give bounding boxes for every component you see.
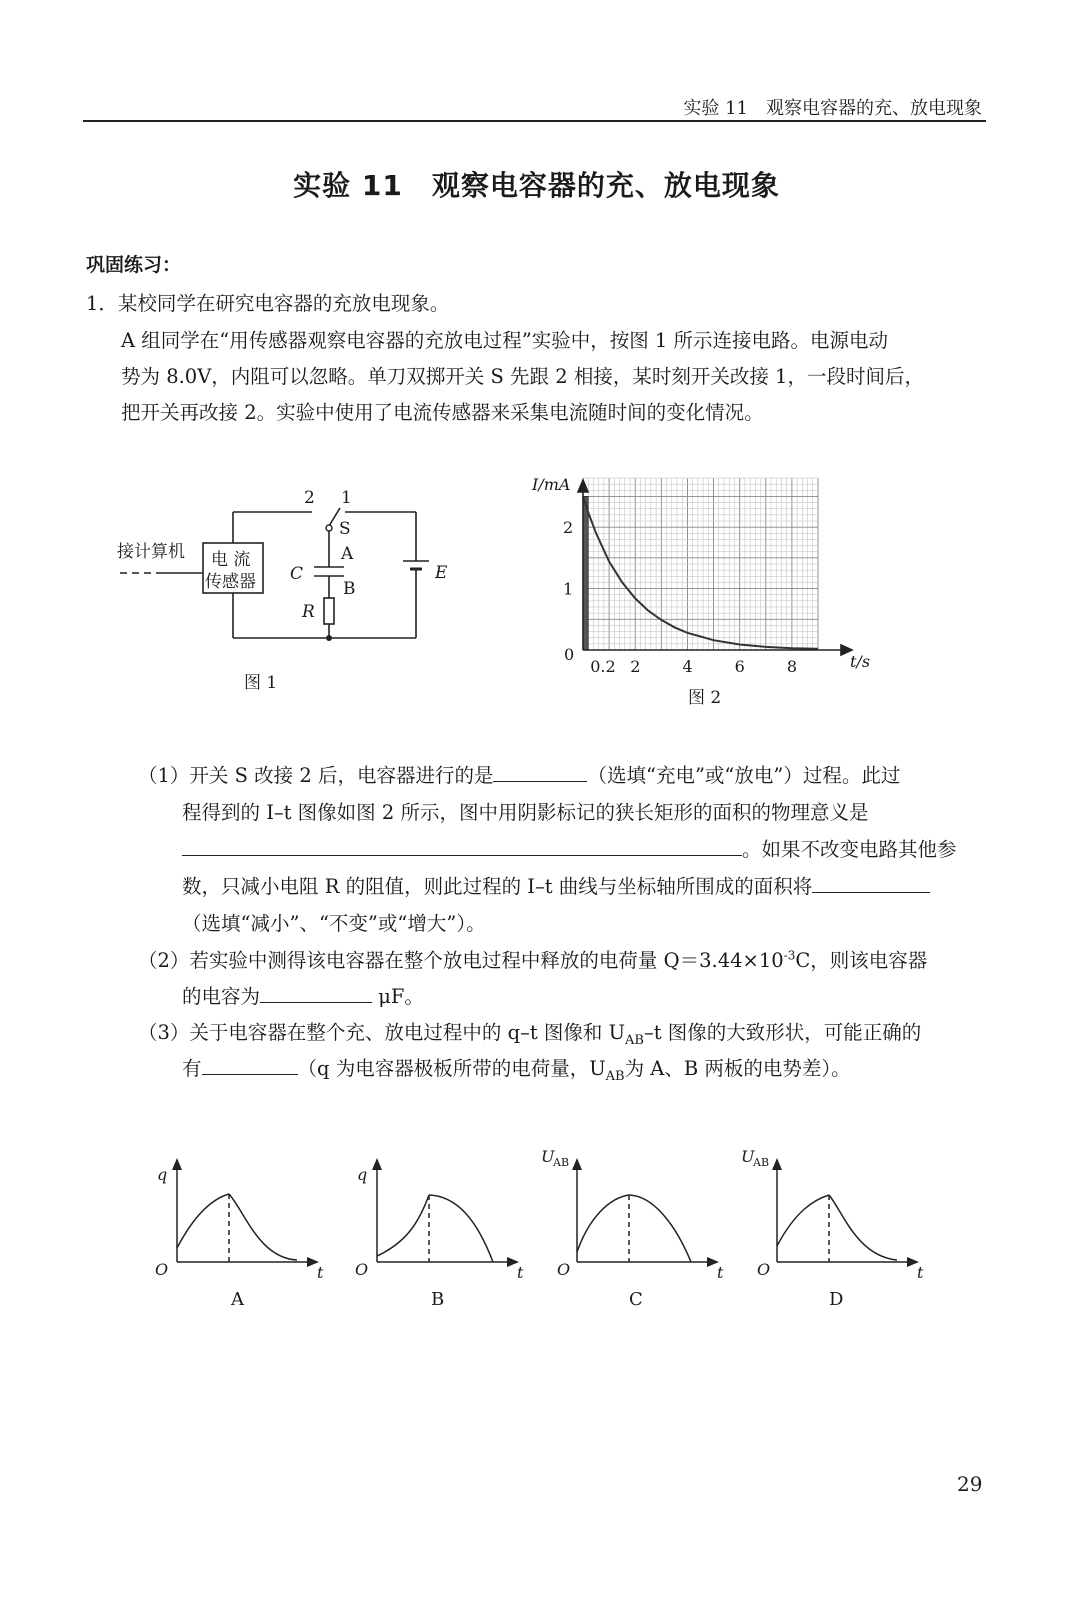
option-c-label: C bbox=[629, 1289, 643, 1310]
q1-line-1: （1）开关 S 改接 2 后，电容器进行的是 （选填“充电”或“放电”）过程。此过 bbox=[138, 764, 901, 787]
emf-label: E bbox=[435, 563, 448, 583]
computer-label: 接计算机 bbox=[117, 542, 185, 562]
q1-line-5: （选填“减小”、“不变”或“增大”）。 bbox=[182, 912, 486, 935]
svg-text:O: O bbox=[355, 1260, 369, 1279]
q1-blank-1[interactable] bbox=[493, 763, 587, 782]
q2-line-2: 的电容为 μF。 bbox=[182, 985, 424, 1008]
terminal-2-label: 2 bbox=[304, 488, 315, 508]
plate-a-label: A bbox=[341, 544, 354, 564]
chart-grid bbox=[583, 478, 818, 650]
option-b-label: B bbox=[431, 1289, 445, 1310]
svg-text:t: t bbox=[517, 1263, 524, 1282]
running-title: 实验 11 观察电容器的充、放电现象 bbox=[683, 98, 982, 119]
sensor-label-line2: 传感器 bbox=[205, 572, 256, 592]
x-tick-label: 8 bbox=[786, 657, 798, 676]
option-c-graph[interactable] bbox=[541, 1147, 724, 1310]
option-a-label: A bbox=[231, 1289, 244, 1310]
svg-text:q: q bbox=[157, 1165, 168, 1184]
svg-text:q: q bbox=[357, 1165, 368, 1184]
option-d-label: D bbox=[829, 1289, 844, 1310]
svg-text:t: t bbox=[717, 1263, 724, 1282]
option-d-graph[interactable] bbox=[741, 1147, 924, 1310]
y-tick-label: 2 bbox=[563, 518, 574, 538]
q1-line-4: 数，只减小电阻 R 的阻值，则此过程的 I–t 曲线与坐标轴所围成的面积将 bbox=[182, 871, 930, 899]
y-axis-arrow bbox=[578, 480, 588, 492]
running-header bbox=[83, 94, 986, 122]
figure-1-circuit bbox=[0, 470, 480, 710]
q3-line-1: （3）关于电容器在整个充、放电过程中的 q–t 图像和 $U_{AB}-t$ 图像的大致形状，可能正确的 bbox=[138, 1021, 922, 1048]
option-b-graph[interactable] bbox=[355, 1158, 524, 1310]
x-tick-label: 4 bbox=[682, 657, 693, 676]
q1-blank-2[interactable] bbox=[182, 837, 742, 856]
terminal-1-label: 1 bbox=[341, 488, 352, 508]
sensor-label-line1: 电 流 bbox=[211, 550, 251, 570]
q1-blank-3[interactable] bbox=[812, 874, 930, 893]
svg-text:U: U bbox=[741, 1147, 755, 1166]
svg-text:U: U bbox=[541, 1147, 555, 1166]
svg-text:AB: AB bbox=[753, 1156, 770, 1169]
problem-line-2: 势为 8.0V，内阻可以忽略。单刀双掷开关 S 先跟 2 相接，某时刻开关改接 1，一段时间后， bbox=[121, 365, 924, 388]
q3-blank[interactable] bbox=[202, 1056, 298, 1075]
capacitor-label: C bbox=[290, 564, 304, 584]
section-heading: 巩固练习： bbox=[86, 254, 182, 276]
option-a-graph[interactable] bbox=[155, 1158, 324, 1310]
page-title: 实验 11 观察电容器的充、放电现象 bbox=[293, 169, 780, 202]
x-axis-label: t/s bbox=[850, 652, 871, 671]
figure-2-chart bbox=[520, 450, 900, 715]
q1-line-3: 。如果不改变电路其他参 bbox=[182, 834, 957, 862]
svg-text:O: O bbox=[557, 1260, 571, 1279]
y-axis-label: I/mA bbox=[532, 475, 571, 494]
x-tick-label: 6 bbox=[734, 657, 745, 676]
resistor-label: R bbox=[302, 602, 315, 622]
problem-line-3: 把开关再改接 2。实验中使用了电流传感器来采集电流随时间的变化情况。 bbox=[121, 401, 764, 424]
x-tick-label: 0.2 bbox=[590, 657, 616, 676]
x-tick-label: 2 bbox=[630, 657, 641, 676]
figure-1-caption: 图 1 bbox=[244, 673, 278, 693]
page-number: 29 bbox=[957, 1472, 983, 1496]
q2-blank[interactable] bbox=[260, 984, 372, 1003]
option-graphs bbox=[0, 1140, 1073, 1320]
svg-text:t: t bbox=[317, 1263, 324, 1282]
svg-text:t: t bbox=[917, 1263, 924, 1282]
svg-text:O: O bbox=[757, 1260, 771, 1279]
svg-text:AB: AB bbox=[553, 1156, 570, 1169]
q2-line-1: （2）若实验中测得该电容器在整个放电过程中释放的电荷量 $Q=3.44\times 10^{-3}C$，则该电容器 bbox=[138, 948, 928, 972]
figure-2-caption: 图 2 bbox=[688, 688, 722, 708]
plate-b-label: B bbox=[343, 579, 356, 599]
problem-line-1: A 组同学在“用传感器观察电容器的充放电过程”实验中，按图 1 所示连接电路。电源电动 bbox=[121, 329, 889, 352]
current-curve bbox=[583, 496, 818, 648]
switch-label: S bbox=[339, 519, 351, 539]
svg-text:O: O bbox=[155, 1260, 169, 1279]
y-tick-label: 1 bbox=[563, 579, 574, 599]
q3-line-2: 有 （q 为电容器极板所带的电荷量，$U_{AB}$为 A、B 两板的电势差）。 bbox=[182, 1057, 851, 1084]
origin-label: 0 bbox=[564, 645, 575, 664]
problem-intro: 1．某校同学在研究电容器的充放电现象。 bbox=[86, 292, 450, 315]
q1-line-2: 程得到的 I–t 图像如图 2 所示，图中用阴影标记的狭长矩形的面积的物理意义是 bbox=[182, 801, 869, 824]
